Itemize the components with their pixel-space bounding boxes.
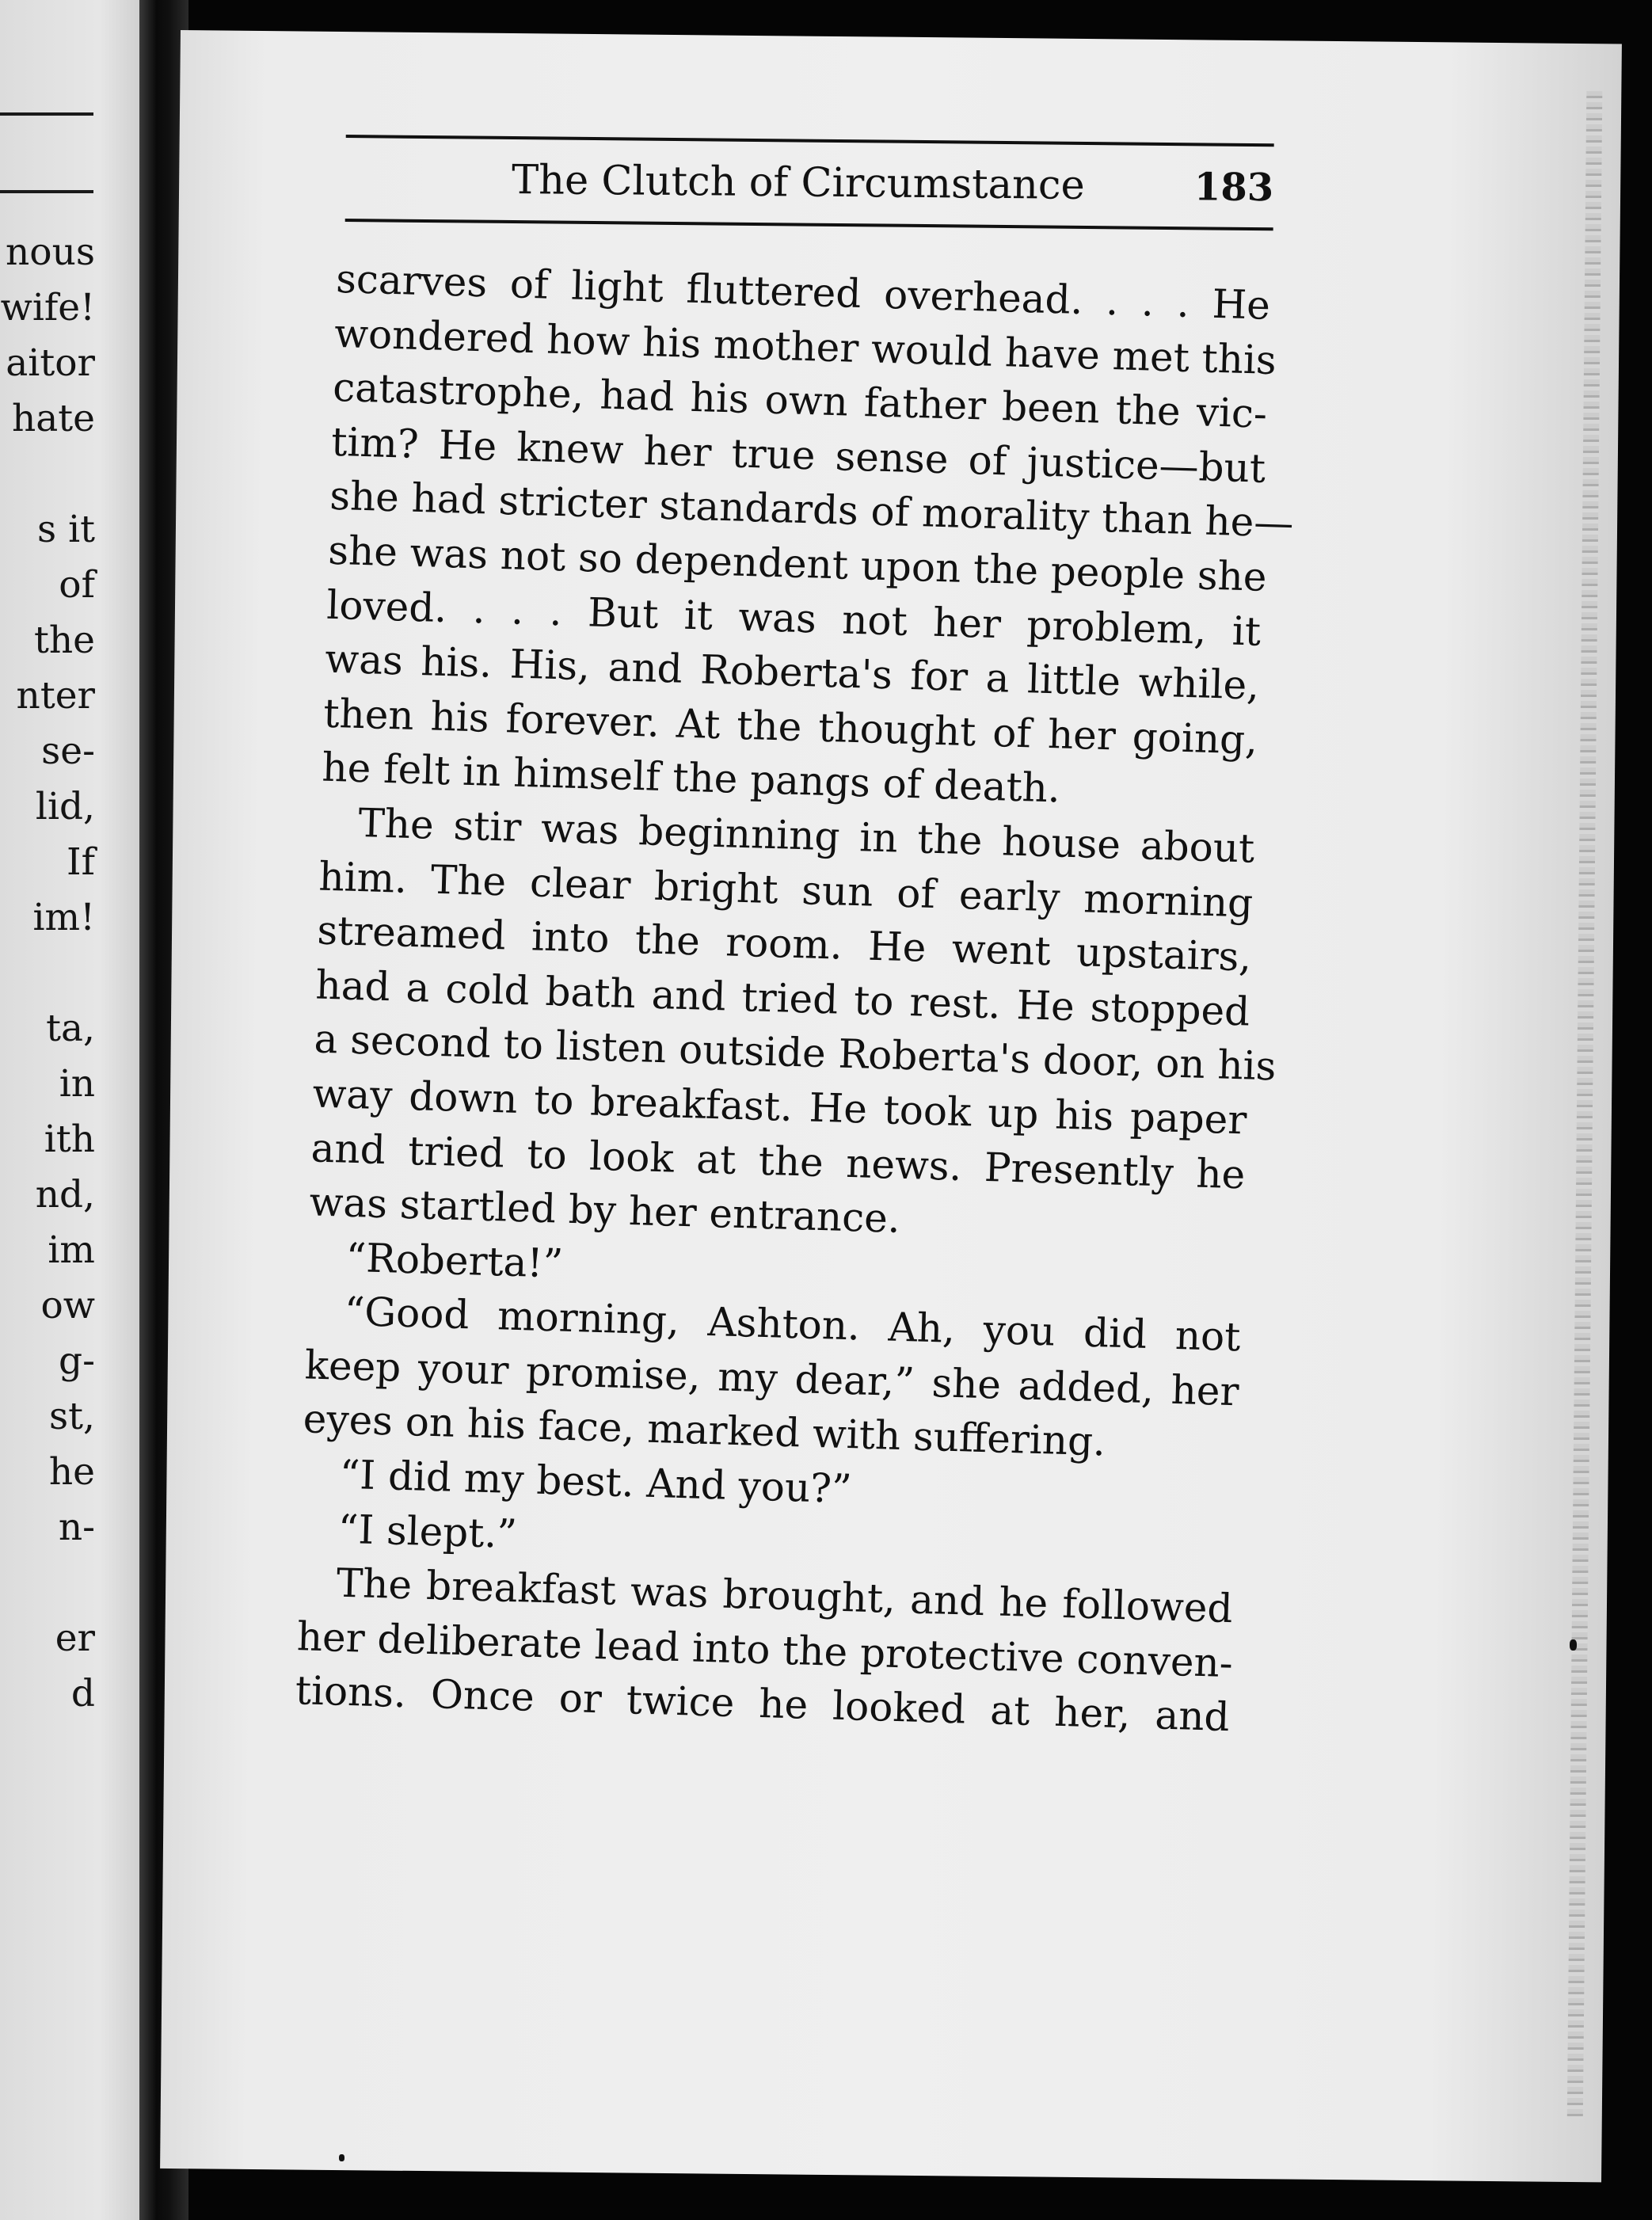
text-line: “Roberta!”	[344, 1234, 564, 1287]
left-page-line: g-	[59, 1339, 95, 1383]
text-line: catastrophe, had his own father been the vic-	[332, 364, 1268, 437]
text-line: eyes on his face, marked with suffering.	[303, 1396, 1106, 1465]
text-line: and tried to look at the news. Presently he	[310, 1124, 1247, 1198]
left-page-line: se-	[41, 729, 95, 773]
scan-speck	[1570, 1639, 1577, 1651]
left-page-line: nous	[6, 230, 95, 274]
text-line: keep your promise, my dear,” she added, her	[304, 1342, 1240, 1415]
left-page-text-fragments	[0, 225, 95, 1722]
left-page-line	[0, 447, 95, 502]
text-line: she had stricter standards of morality than he—	[329, 473, 1295, 547]
text-line: her deliberate lead into the protective conven-	[296, 1613, 1234, 1687]
left-page-line: er	[55, 1616, 95, 1660]
text-line: wondered how his mother would have met this	[333, 310, 1277, 383]
text-line: way down to breakfast. He took up his paper	[311, 1070, 1248, 1144]
text-line: “Good morning, Ashton. Ah, you did not	[343, 1289, 1242, 1361]
left-page-line: aitor	[6, 341, 95, 385]
left-page-line: ta,	[46, 1007, 95, 1050]
left-page-header-rule	[0, 190, 93, 193]
text-line: tions. Once or twice he looked at her, and	[295, 1667, 1231, 1741]
text-line: a second to listen outside Roberta's door, on his	[313, 1015, 1277, 1090]
left-page-line: nd,	[35, 1173, 95, 1217]
text-line: he felt in himself the pangs of death.	[321, 744, 1061, 812]
text-line: “I slept.”	[337, 1506, 518, 1557]
left-page-line: lid,	[35, 785, 95, 828]
text-line: then his forever. At the thought of her going,	[322, 690, 1258, 763]
text-line: “I did my best. And you?”	[339, 1451, 853, 1513]
text-line: was his. His, and Roberta's for a little while,	[324, 635, 1260, 709]
text-line: she was not so dependent upon the people she	[327, 527, 1268, 600]
page-number: 183	[1193, 165, 1274, 211]
text-line: was startled by her entrance.	[308, 1179, 901, 1242]
left-page-top-rule	[0, 112, 93, 116]
left-page-line: st,	[49, 1395, 95, 1438]
left-page-line: d	[70, 1672, 95, 1715]
running-head	[345, 155, 1274, 227]
text-line: The breakfast was brought, and he followed	[336, 1559, 1234, 1632]
left-page-line: in	[59, 1062, 95, 1106]
left-page-line: the	[34, 619, 95, 662]
left-page-line: wife!	[0, 286, 95, 329]
text-line: The stir was beginning in the house about	[357, 799, 1255, 872]
body-text	[295, 252, 1295, 1745]
left-page-line: im!	[32, 896, 95, 939]
text-line: him. The clear bright sun of early morning	[318, 853, 1254, 927]
text-line: tim? He knew her true sense of justice—but	[330, 418, 1266, 492]
left-page-line: If	[67, 840, 95, 884]
running-title: The Clutch of Circumstance	[511, 157, 1085, 209]
left-page-line: s it	[37, 508, 95, 551]
top-rule	[346, 135, 1274, 147]
text-line: streamed into the room. He went upstairs,	[316, 907, 1252, 981]
right-page	[160, 30, 1622, 2182]
scan-speck	[339, 2154, 344, 2161]
page-edge-stack	[1567, 91, 1603, 2119]
left-page-line: nter	[16, 674, 95, 718]
text-line: had a cold bath and tried to rest. He stopped	[314, 961, 1251, 1035]
left-page-line: hate	[12, 397, 95, 440]
left-page-line: he	[48, 1450, 95, 1494]
left-page-line: ith	[44, 1118, 95, 1161]
left-page-line: n-	[58, 1506, 95, 1549]
left-page-line	[0, 1556, 95, 1611]
left-page-line: ow	[40, 1284, 95, 1327]
left-page-line: im	[48, 1228, 95, 1272]
left-page-line: of	[59, 563, 95, 607]
left-page-line	[0, 946, 95, 1001]
text-line: scarves of light fluttered overhead. . . . He	[335, 255, 1271, 329]
text-line: loved. . . . But it was not her problem, it	[325, 581, 1262, 655]
